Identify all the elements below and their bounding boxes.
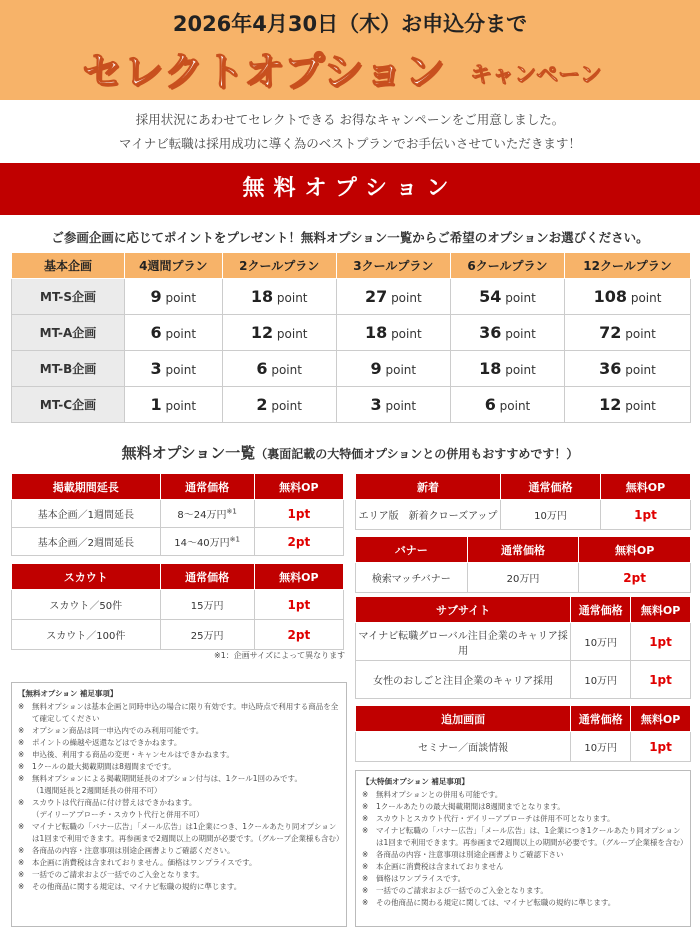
campaign-title-suffix: キャンペーン xyxy=(470,63,602,88)
point-value: 27 xyxy=(364,287,388,306)
point-unit: point xyxy=(385,399,417,413)
extra-page-table xyxy=(355,705,691,762)
option-name: スカウト／100件 xyxy=(12,620,161,650)
point-cell xyxy=(222,279,336,315)
banner-table xyxy=(355,536,691,593)
table-row xyxy=(12,590,344,620)
deadline-text: 2026年4月30日（木）お申込分まで xyxy=(172,12,528,36)
point-table-header: 6クールプラン xyxy=(450,253,564,279)
option-name: セミナー／面談情報 xyxy=(356,732,571,762)
note-item: ※ 1クールあたりの最大掲載期間は8週間までとなります。 xyxy=(362,801,684,813)
point-unit: point xyxy=(165,363,197,377)
point-table-header: 12クールプラン xyxy=(565,253,691,279)
point-cell xyxy=(222,351,336,387)
notes-title: 【無料オプション 補足事項】 xyxy=(18,689,118,698)
intro-text xyxy=(0,108,700,156)
option-price xyxy=(160,590,254,620)
point-value: 12 xyxy=(599,395,622,414)
option-price xyxy=(501,500,601,530)
free-op-header: 無料OP xyxy=(254,564,343,590)
table-row xyxy=(12,620,344,650)
point-unit: point xyxy=(391,327,422,341)
scout-title: スカウト xyxy=(12,564,161,590)
free-op-header: 無料OP xyxy=(579,537,691,563)
option-price xyxy=(571,732,631,762)
notes-title: 【大特価オプション 補足事項】 xyxy=(362,777,469,786)
price-header: 通常価格 xyxy=(571,706,631,732)
option-points: 1pt xyxy=(631,623,691,661)
price-value: 10万円 xyxy=(534,511,567,522)
table-row xyxy=(356,563,691,593)
option-points: 1pt xyxy=(254,590,343,620)
free-option-notes xyxy=(11,682,347,927)
note-item: ※ 価格はワンプライスです。 xyxy=(362,873,684,885)
intro-line-2: マイナビ転職は採用成功に導く為のベストプランでお手伝いさせていただきます！ xyxy=(119,136,581,151)
point-unit: point xyxy=(505,363,536,377)
point-cell xyxy=(450,315,564,351)
point-value: 6 xyxy=(256,359,268,378)
point-unit: point xyxy=(625,363,656,377)
point-unit: point xyxy=(391,291,422,305)
plan-name: MT-B企画 xyxy=(12,351,125,387)
point-cell xyxy=(565,351,691,387)
table-row xyxy=(12,500,344,528)
option-name: スカウト／50件 xyxy=(12,590,161,620)
subsite-table xyxy=(355,596,691,699)
note-item: ※ その他商品に関する規定は、マイナビ転職の規約に準じます。 xyxy=(18,881,340,893)
free-op-header: 無料OP xyxy=(601,474,691,500)
point-cell xyxy=(222,387,336,423)
point-cell xyxy=(450,351,564,387)
point-cell xyxy=(565,387,691,423)
extension-table xyxy=(11,473,344,556)
new-table xyxy=(355,473,691,530)
point-cell xyxy=(336,279,450,315)
option-points: 1pt xyxy=(254,500,343,528)
price-header: 通常価格 xyxy=(160,474,254,500)
point-value: 9 xyxy=(150,287,162,306)
point-table-header: 4週間プラン xyxy=(125,253,223,279)
note-item: ※ 申込後、利用する商品の変更・キャンセルはできかねます。 xyxy=(18,749,340,761)
point-value: 72 xyxy=(599,323,622,342)
note-item: ※ 本企画に消費税は含まれておりません xyxy=(362,861,684,873)
point-cell xyxy=(450,387,564,423)
point-unit: point xyxy=(625,399,656,413)
price-header: 通常価格 xyxy=(501,474,601,500)
price-value: 10万円 xyxy=(584,676,618,687)
option-name: 女性のおしごと注目企業のキャリア採用 xyxy=(356,661,571,699)
point-cell xyxy=(565,279,691,315)
point-value: 36 xyxy=(599,359,622,378)
point-unit: point xyxy=(271,399,302,413)
point-cell xyxy=(125,279,223,315)
table-row xyxy=(356,661,691,699)
intro-line-1: 採用状況にあわせてセレクトできる お得なキャンペーンをご用意しました。 xyxy=(135,112,565,127)
price-value: 20万円 xyxy=(506,574,540,585)
point-value: 18 xyxy=(364,323,388,342)
note-item: ※ その他商品に関わる規定に関しては、マイナビ転職の規約に準じます。 xyxy=(362,897,684,909)
table-row xyxy=(12,279,691,315)
table-row xyxy=(12,387,691,423)
table-row xyxy=(356,732,691,762)
point-unit: point xyxy=(625,327,656,341)
point-unit: point xyxy=(630,291,662,305)
price-value: 15万円 xyxy=(190,601,224,612)
option-price xyxy=(571,623,631,661)
note-item: （デイリーアプローチ・スカウト代行と併用不可） xyxy=(32,810,204,819)
point-value: 18 xyxy=(479,359,502,378)
note-item: ※ 各商品の内容・注意事項は別途企画書よりご確認ください。 xyxy=(18,845,340,857)
note-item: ※ 1クールの最大掲載期間は8週間までです。 xyxy=(18,761,340,773)
price-note-mark: ※1 xyxy=(226,507,237,516)
point-cell xyxy=(450,279,564,315)
point-value: 6 xyxy=(484,395,496,414)
point-cell xyxy=(336,315,450,351)
option-price xyxy=(160,528,254,556)
option-name: 基本企画／1週間延長 xyxy=(12,500,161,528)
point-value: 3 xyxy=(150,359,162,378)
point-value: 1 xyxy=(150,395,162,414)
point-table-header: 3クールプラン xyxy=(336,253,450,279)
option-points: 1pt xyxy=(631,732,691,762)
price-header: 通常価格 xyxy=(160,564,254,590)
note-item: ※ 各商品の内容・注意事項は別途企画書よりご確認下さい xyxy=(362,849,684,861)
point-unit: point xyxy=(276,291,308,305)
point-value: 2 xyxy=(256,395,268,414)
free-op-header: 無料OP xyxy=(631,706,691,732)
note-item: ※ 無料オプションによる掲載期間延長のオプション付与は、1クール1回のみです。 xyxy=(18,773,340,785)
option-price xyxy=(160,620,254,650)
note-item: ※ マイナビ転職の「バナー広告」「メール広告」は、1企業につき1クールあたり同オプションは1回まで利用できます。再参画まで2週間以上の期間が必要です。（グループ企業様を含む） xyxy=(362,825,684,849)
point-value: 108 xyxy=(593,287,628,306)
note-item: （1週間延長と2週間延長の併用不可） xyxy=(32,786,162,795)
plan-name: MT-C企画 xyxy=(12,387,125,423)
option-points: 2pt xyxy=(579,563,691,593)
note-item: ※ オプション商品は同一申込内でのみ利用可能です。 xyxy=(18,725,340,737)
extra-title: 追加画面 xyxy=(356,706,571,732)
point-cell xyxy=(125,315,223,351)
point-unit: point xyxy=(165,291,197,305)
footnote: ※1：企画サイズによって異なります xyxy=(214,651,346,660)
point-cell xyxy=(222,315,336,351)
banner-title: バナー xyxy=(356,537,468,563)
plan-name: MT-A企画 xyxy=(12,315,125,351)
point-cell xyxy=(125,387,223,423)
option-name: 検索マッチバナー xyxy=(356,563,468,593)
price-value: 25万円 xyxy=(190,631,224,642)
point-value: 18 xyxy=(250,287,274,306)
point-unit: point xyxy=(385,363,417,377)
point-unit: point xyxy=(505,291,536,305)
lead-text: ご参画企画に応じてポイントをプレゼント！無料オプション一覧からご希望のオプションお選びください。 xyxy=(51,230,649,245)
price-value: 14～40万円 xyxy=(174,538,230,549)
free-option-banner: 無料オプション xyxy=(0,163,700,215)
point-table-header: 2クールプラン xyxy=(222,253,336,279)
point-cell xyxy=(125,351,223,387)
note-item: ※ 無料オプションは基本企画と同時申込の場合に限り有効です。申込時点で利用する商品を全て確定してください xyxy=(18,701,340,725)
price-value: 10万円 xyxy=(584,638,618,649)
point-unit: point xyxy=(276,327,308,341)
option-price xyxy=(467,563,579,593)
new-title: 新着 xyxy=(356,474,501,500)
point-unit: point xyxy=(505,327,536,341)
option-name: エリア版 新着クローズアップ xyxy=(356,500,501,530)
point-table-header: 基本企画 xyxy=(12,253,125,279)
table-row xyxy=(356,623,691,661)
point-table xyxy=(11,252,691,423)
note-item: ※ 一括でのご請求および一括でのご入金となります。 xyxy=(18,869,340,881)
point-value: 12 xyxy=(250,323,274,342)
option-points: 2pt xyxy=(254,528,343,556)
note-item: ※ ポイントの繰越や返還などはできかねます。 xyxy=(18,737,340,749)
option-points: 1pt xyxy=(631,661,691,699)
table-row xyxy=(12,351,691,387)
options-heading xyxy=(0,442,700,463)
point-unit: point xyxy=(165,327,197,341)
point-unit: point xyxy=(271,363,302,377)
options-title: 無料オプション一覧 xyxy=(121,444,256,462)
scout-table xyxy=(11,563,344,650)
extension-title: 掲載期間延長 xyxy=(12,474,161,500)
special-option-notes xyxy=(355,770,691,927)
subsite-title: サブサイト xyxy=(356,597,571,623)
price-note-mark: ※1 xyxy=(229,535,240,544)
note-item: ※ マイナビ転職の「バナー広告」「メール広告」は1企業につき、1クールあたり同オプションは1回まで利用できます。再参画まで2週間以上の期間が必要です。（グループ企業様も含む） xyxy=(18,821,340,845)
note-item: ※ 一括でのご請求および一括でのご入金となります。 xyxy=(362,885,684,897)
point-value: 6 xyxy=(150,323,162,342)
table-row xyxy=(12,528,344,556)
table-row xyxy=(356,500,691,530)
option-price xyxy=(160,500,254,528)
point-value: 54 xyxy=(479,287,502,306)
point-value: 9 xyxy=(370,359,382,378)
price-header: 通常価格 xyxy=(467,537,579,563)
note-item: ※ 本企画に消費税は含まれておりません。価格はワンプライスです。 xyxy=(18,857,340,869)
campaign-header xyxy=(0,0,700,100)
note-item: ※ スカウトは代行商品に付け替えはできかねます。 xyxy=(18,797,340,809)
price-value: 10万円 xyxy=(584,743,618,754)
options-note: （裏面記載の大特価オプションとの併用もおすすめです！） xyxy=(255,447,579,461)
free-op-header: 無料OP xyxy=(631,597,691,623)
note-item: ※ 無料オプションとの併用も可能です。 xyxy=(362,789,684,801)
point-cell xyxy=(336,351,450,387)
price-header: 通常価格 xyxy=(571,597,631,623)
point-value: 36 xyxy=(479,323,502,342)
point-unit: point xyxy=(499,399,531,413)
plan-name: MT-S企画 xyxy=(12,279,125,315)
option-points: 1pt xyxy=(601,500,691,530)
table-row xyxy=(12,315,691,351)
point-unit: point xyxy=(165,399,197,413)
point-cell xyxy=(336,387,450,423)
price-value: 8～24万円 xyxy=(177,510,227,521)
campaign-title: セレクトオプション xyxy=(82,49,446,95)
free-op-header: 無料OP xyxy=(254,474,343,500)
point-cell xyxy=(565,315,691,351)
option-name: マイナビ転職グローバル注目企業のキャリア採用 xyxy=(356,623,571,661)
point-value: 3 xyxy=(370,395,382,414)
option-price xyxy=(571,661,631,699)
option-name: 基本企画／2週間延長 xyxy=(12,528,161,556)
note-item: ※ スカウトとスカウト代行・デイリーアプローチは併用不可となります。 xyxy=(362,813,684,825)
option-points: 2pt xyxy=(254,620,343,650)
